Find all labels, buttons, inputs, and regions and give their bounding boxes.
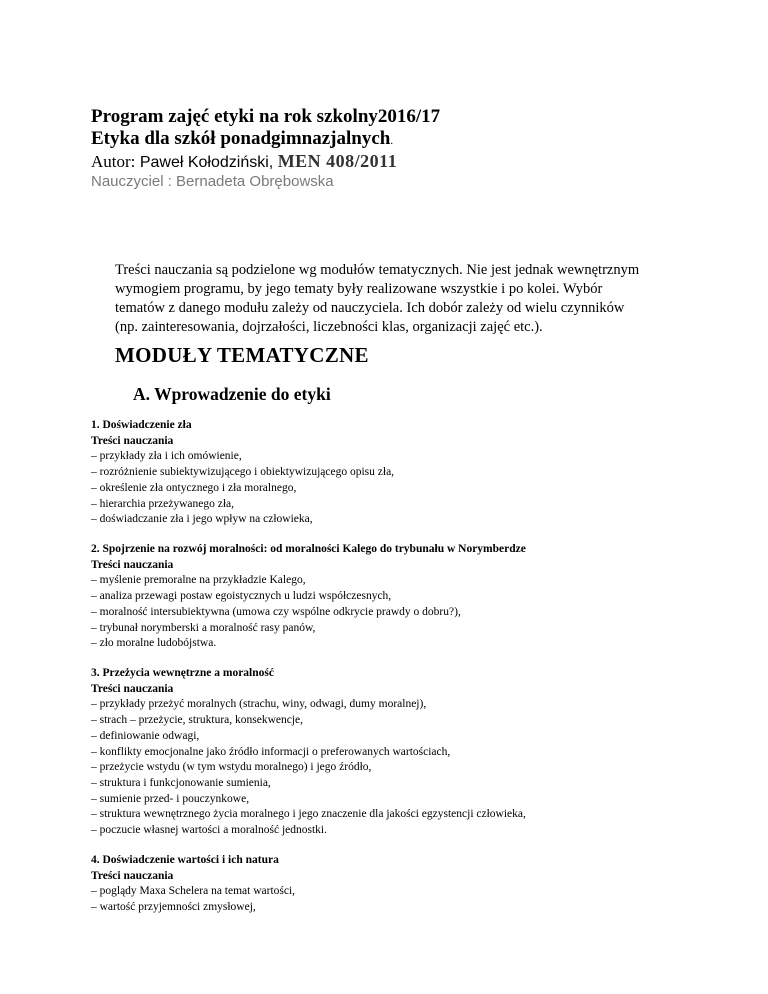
- list-item: – struktura i funkcjonowanie sumienia,: [91, 776, 271, 789]
- topic-subtitle: Treści nauczania: [91, 682, 174, 695]
- list-item: – określenie zła ontycznego i zła moralnego,: [91, 481, 297, 494]
- list-item: – wartość przyjemności zmysłowej,: [91, 901, 256, 914]
- topic-title: 1. Doświadczenie zła: [91, 419, 192, 431]
- list-item: – definiowanie odwagi,: [91, 729, 200, 742]
- list-item: – przykłady zła i ich omówienie,: [91, 450, 242, 463]
- topic-subtitle: Treści nauczania: [91, 558, 174, 571]
- topic-block: [91, 542, 711, 652]
- topic-title: 2. Spojrzenie na rozwój moralności: od moralności Kalego do trybunału w Norymberdze: [91, 543, 526, 555]
- list-item: – poczucie własnej wartości a moralność jednostki.: [91, 824, 327, 837]
- intro-line: wymogiem programu, by jego tematy były realizowane wszystkie i po kolei. Wybór: [115, 281, 603, 297]
- author-label: Autor:: [91, 152, 136, 171]
- title-line-2-suffix: .: [390, 135, 394, 147]
- list-item: – struktura wewnętrznego życia moralnego i jego znaczenie dla jakości egzystencji człowieka,: [91, 808, 526, 821]
- topic-block: [91, 853, 711, 916]
- list-item: – analiza przewagi postaw egoistycznych u ludzi współczesnych,: [91, 590, 392, 603]
- topic-title: 3. Przeżycia wewnętrzne a moralność: [91, 667, 274, 679]
- list-item: – przeżycie wstydu (w tym wstydu moralnego) i jego źródło,: [91, 761, 372, 774]
- modules-heading: MODUŁY TEMATYCZNE: [115, 343, 369, 367]
- topic-title: 4. Doświadczenie wartości i ich natura: [91, 854, 279, 866]
- list-item: – zło moralne ludobójstwa.: [91, 637, 217, 650]
- topic-list: [91, 884, 711, 915]
- list-item: – doświadczanie zła i jego wpływ na człowieka,: [91, 513, 313, 526]
- document-title: [91, 106, 440, 128]
- list-item: – sumienie przed- i pouczynkowe,: [91, 792, 250, 805]
- list-item: – myślenie premoralne na przykładzie Kalego,: [91, 574, 306, 587]
- list-item: – przykłady przeżyć moralnych (strachu, winy, odwagi, dumy moralnej),: [91, 698, 427, 711]
- teacher-line: Nauczyciel : Bernadeta Obrębowska: [91, 173, 334, 190]
- list-item: – strach – przeżycie, struktura, konsekwencje,: [91, 714, 304, 727]
- intro-line: (np. zainteresowania, dojrzałości, liczebności klas, organizacji zajęć etc.).: [115, 319, 543, 335]
- title-line-1: Program zajęć etyki na rok szkolny2016/17: [91, 106, 441, 127]
- topic-list: [91, 697, 711, 838]
- section-heading: A. Wprowadzenie do etyki: [133, 384, 331, 404]
- topic-block: [91, 418, 711, 528]
- topic-list: [91, 449, 711, 528]
- intro-line: tematów z danego modułu zależy od nauczyciela. Ich dobór zależy od wielu czynników: [115, 300, 625, 316]
- topic-block: [91, 666, 711, 839]
- author-line: [91, 150, 397, 174]
- list-item: – hierarchia przeżywanego zła,: [91, 497, 235, 510]
- intro-paragraph: [115, 261, 705, 337]
- topic-subtitle: Treści nauczania: [91, 434, 174, 447]
- author-name: Paweł Kołodziński,: [135, 154, 278, 171]
- document-subtitle: [91, 128, 393, 152]
- program-number: MEN 408/2011: [277, 151, 398, 171]
- list-item: – poglądy Maxa Schelera na temat wartości,: [91, 885, 296, 898]
- list-item: – trybunał norymberski a moralność rasy panów,: [91, 621, 316, 634]
- list-item: – moralność intersubiektywna (umowa czy wspólne odkrycie prawdy o dobru?),: [91, 605, 461, 618]
- list-item: – rozróżnienie subiektywizującego i obiektywizującego opisu zła,: [91, 466, 395, 479]
- title-line-2: Etyka dla szkół ponadgimnazjalnych: [91, 128, 391, 149]
- intro-line: Treści nauczania są podzielone wg modułów tematycznych. Nie jest jednak wewnętrznym: [115, 262, 640, 278]
- topic-subtitle: Treści nauczania: [91, 869, 174, 882]
- topic-list: [91, 573, 711, 652]
- list-item: – konflikty emocjonalne jako źródło informacji o preferowanych wartościach,: [91, 745, 451, 758]
